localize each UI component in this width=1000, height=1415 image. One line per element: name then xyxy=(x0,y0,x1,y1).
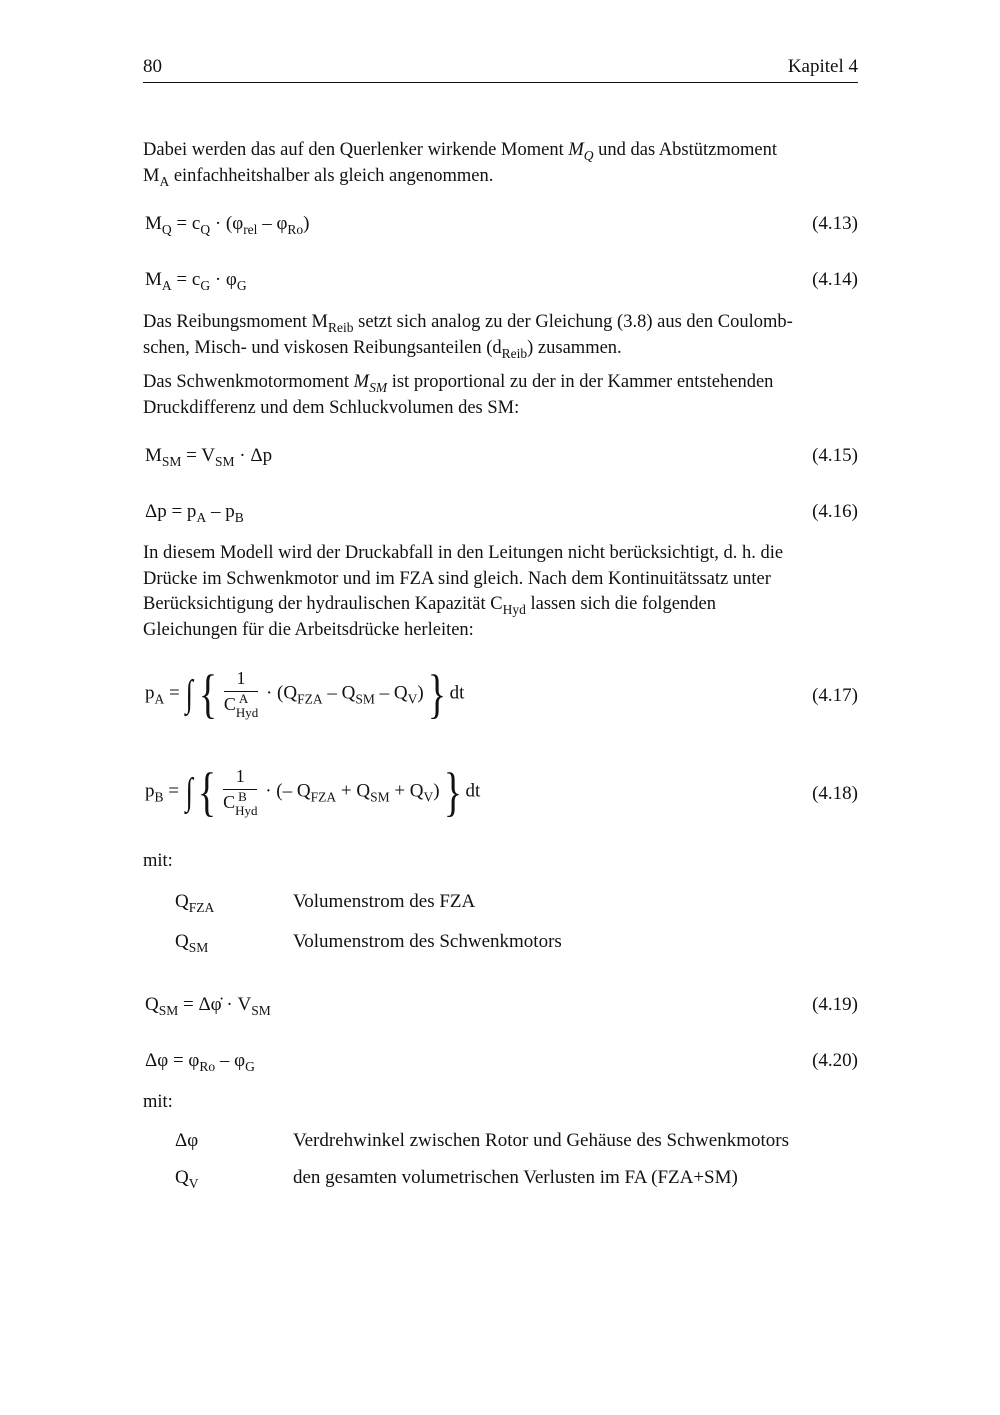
equation-number: (4.18) xyxy=(812,783,858,804)
equation-number: (4.20) xyxy=(812,1050,858,1071)
definition-text: Volumenstrom des Schwenkmotors xyxy=(293,931,562,952)
definition-text: Verdrehwinkel zwischen Rotor und Gehäuse des Schwenkmotors xyxy=(293,1130,789,1151)
equation-4-15: $M_{SM} = V_{SM} \cdot \Delta p$ xyxy=(145,445,273,469)
equation-4-13: $M_Q = c_Q \cdot (\varphi_{rel} - \varphi_{Ro})$ xyxy=(145,213,310,237)
mit-label: mit: xyxy=(143,851,173,871)
mit-label: mit: xyxy=(143,1092,173,1112)
definition-symbol: $Q_V$ xyxy=(175,1167,199,1191)
equation-4-16: $\Delta p = p_A - p_B$ xyxy=(145,501,244,525)
equation-number: (4.17) xyxy=(812,685,858,706)
text: und das Abstützmoment xyxy=(593,140,777,160)
definition-symbol: $Q_{FZA}$ xyxy=(175,891,215,915)
paragraph-moment-assumption: Dabei werden das auf den Querlenker wirkende Moment $M_Q$ und das Abstützmoment $M_A$ einfachheitshalber als gleich angenommen. xyxy=(143,140,777,189)
text: einfachheitshalber als gleich angenommen. xyxy=(169,165,494,186)
page-number: 80 xyxy=(143,56,162,77)
symbol: $M_Q$ xyxy=(568,140,594,163)
text: Dabei werden das auf den Querlenker wirkende Moment xyxy=(143,140,569,160)
definition-symbol: Δφ xyxy=(175,1130,199,1151)
equation-number: (4.15) xyxy=(812,445,858,466)
equation-4-18: $p_B$ = ∫ { 1 C B Hyd · (– $Q_{FZA} + Q_{SM} + Q_V$)} dt xyxy=(145,762,481,822)
equation-4-20: $\Delta\varphi = \varphi_{Ro} - \varphi_G$ xyxy=(145,1050,255,1074)
equation-number: (4.19) xyxy=(812,994,858,1015)
definition-text: den gesamten volumetrischen Verlusten im FA (FZA+SM) xyxy=(293,1167,738,1188)
equation-number: (4.13) xyxy=(812,213,858,234)
definition-text: Volumenstrom des FZA xyxy=(293,891,476,912)
equation-4-19: $Q_{SM}$ = Δφ̇ · $V_{SM}$ xyxy=(145,994,271,1018)
equation-4-17: $p_A$ = ∫ { 1 C A Hyd · $(Q_{FZA} - Q_{SM} - Q_V)$} dt xyxy=(145,664,465,724)
chapter-title: Kapitel 4 xyxy=(787,56,858,77)
paragraph-friction: Das Reibungsmoment $M_{Reib}$ setzt sich analog zu der Gleichung (3.8) aus den Coulomb- schen, Misch- und viskosen Reibungsanteilen $(d_{Reib})$ zusammen. xyxy=(143,312,793,361)
equation-number: (4.16) xyxy=(812,501,858,522)
paragraph-swing-motor: Das Schwenkmotormoment $M_{SM}$ ist proportional zu der in der Kammer entstehenden Druckdifferenz und dem Schluckvolumen des SM: xyxy=(143,372,774,418)
symbol: M xyxy=(143,165,160,186)
header-rule xyxy=(143,82,858,83)
definition-symbol: $Q_{SM}$ xyxy=(175,931,209,955)
paragraph-continuity: In diesem Modell wird der Druckabfall in den Leitungen nicht berücksichtigt, d. h. die Drücke im Schwenkmotor und im FZA sind gleich. Nach dem Kontinuitätssatz unter Berücksichtigung der hydraulischen Kapazität $C_{Hyd}$ lassen sich die folgenden Gleichungen für die Arbeitsdrücke herleiten: xyxy=(143,543,784,640)
equation-number: (4.14) xyxy=(812,269,858,290)
equation-4-14: $M_A = c_G \cdot \varphi_G$ xyxy=(145,269,247,293)
